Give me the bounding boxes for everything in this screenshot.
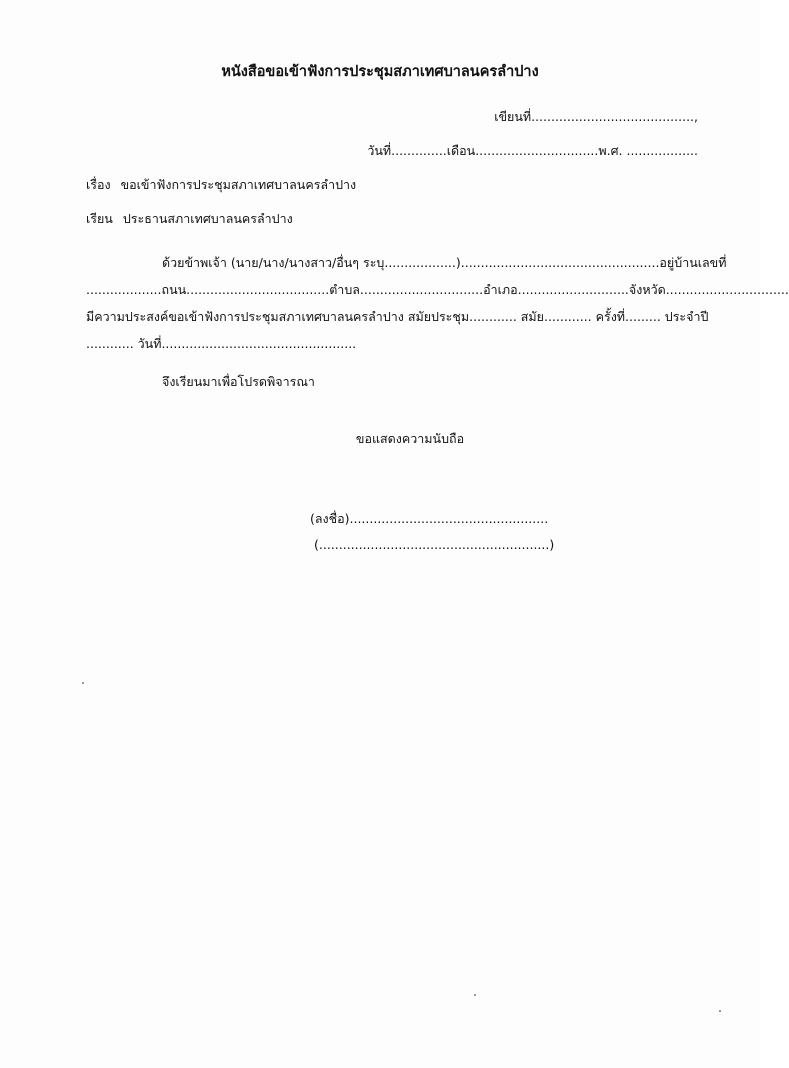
closing-request: จึงเรียนมาเพื่อโปรดพิจารณา (162, 374, 315, 389)
scan-speck (82, 682, 84, 684)
subject-line (86, 176, 356, 194)
signature-name-line: (..........................................................) (314, 537, 555, 552)
document-title: หนังสือขอเข้าฟังการประชุมสภาเทศบาลนครลำปาง (221, 64, 539, 80)
subject-label: เรื่อง (86, 177, 111, 192)
body-line-2: ...................ถนน....................................ตำบล...............................อำเภอ............................จังหวัด............................... (86, 282, 789, 297)
body-line-1: ด้วยข้าพเจ้า (นาย/นาง/นางสาว/อื่นๆ ระบุ..................)..................................................อยู่บ้านเลขที่ (162, 255, 727, 270)
closing-text: ขอแสดงความนับถือ (355, 431, 465, 446)
body-line-4: ............ วันที่................................................. (86, 336, 357, 351)
to-label: เรียน (86, 211, 113, 226)
written-at-line: เขียนที่........................................., (494, 109, 698, 124)
signature-line: (ลงชื่อ).................................................. (310, 511, 549, 526)
date-line: วันที่..............เดือน...............................พ.ศ. .................. (367, 143, 698, 158)
to-line (86, 210, 293, 228)
subject-text: ขอเข้าฟังการประชุมสภาเทศบาลนครลำปาง (120, 177, 357, 192)
body-line-3: มีความประสงค์ขอเข้าฟังการประชุมสภาเทศบาลนครลำปาง สมัยประชุม............ สมัย............ ครั้งที่......... ประจำปี (86, 309, 709, 324)
scan-speck (719, 1010, 721, 1012)
to-text: ประธานสภาเทศบาลนครลำปาง (122, 211, 293, 226)
scan-speck (474, 994, 476, 996)
